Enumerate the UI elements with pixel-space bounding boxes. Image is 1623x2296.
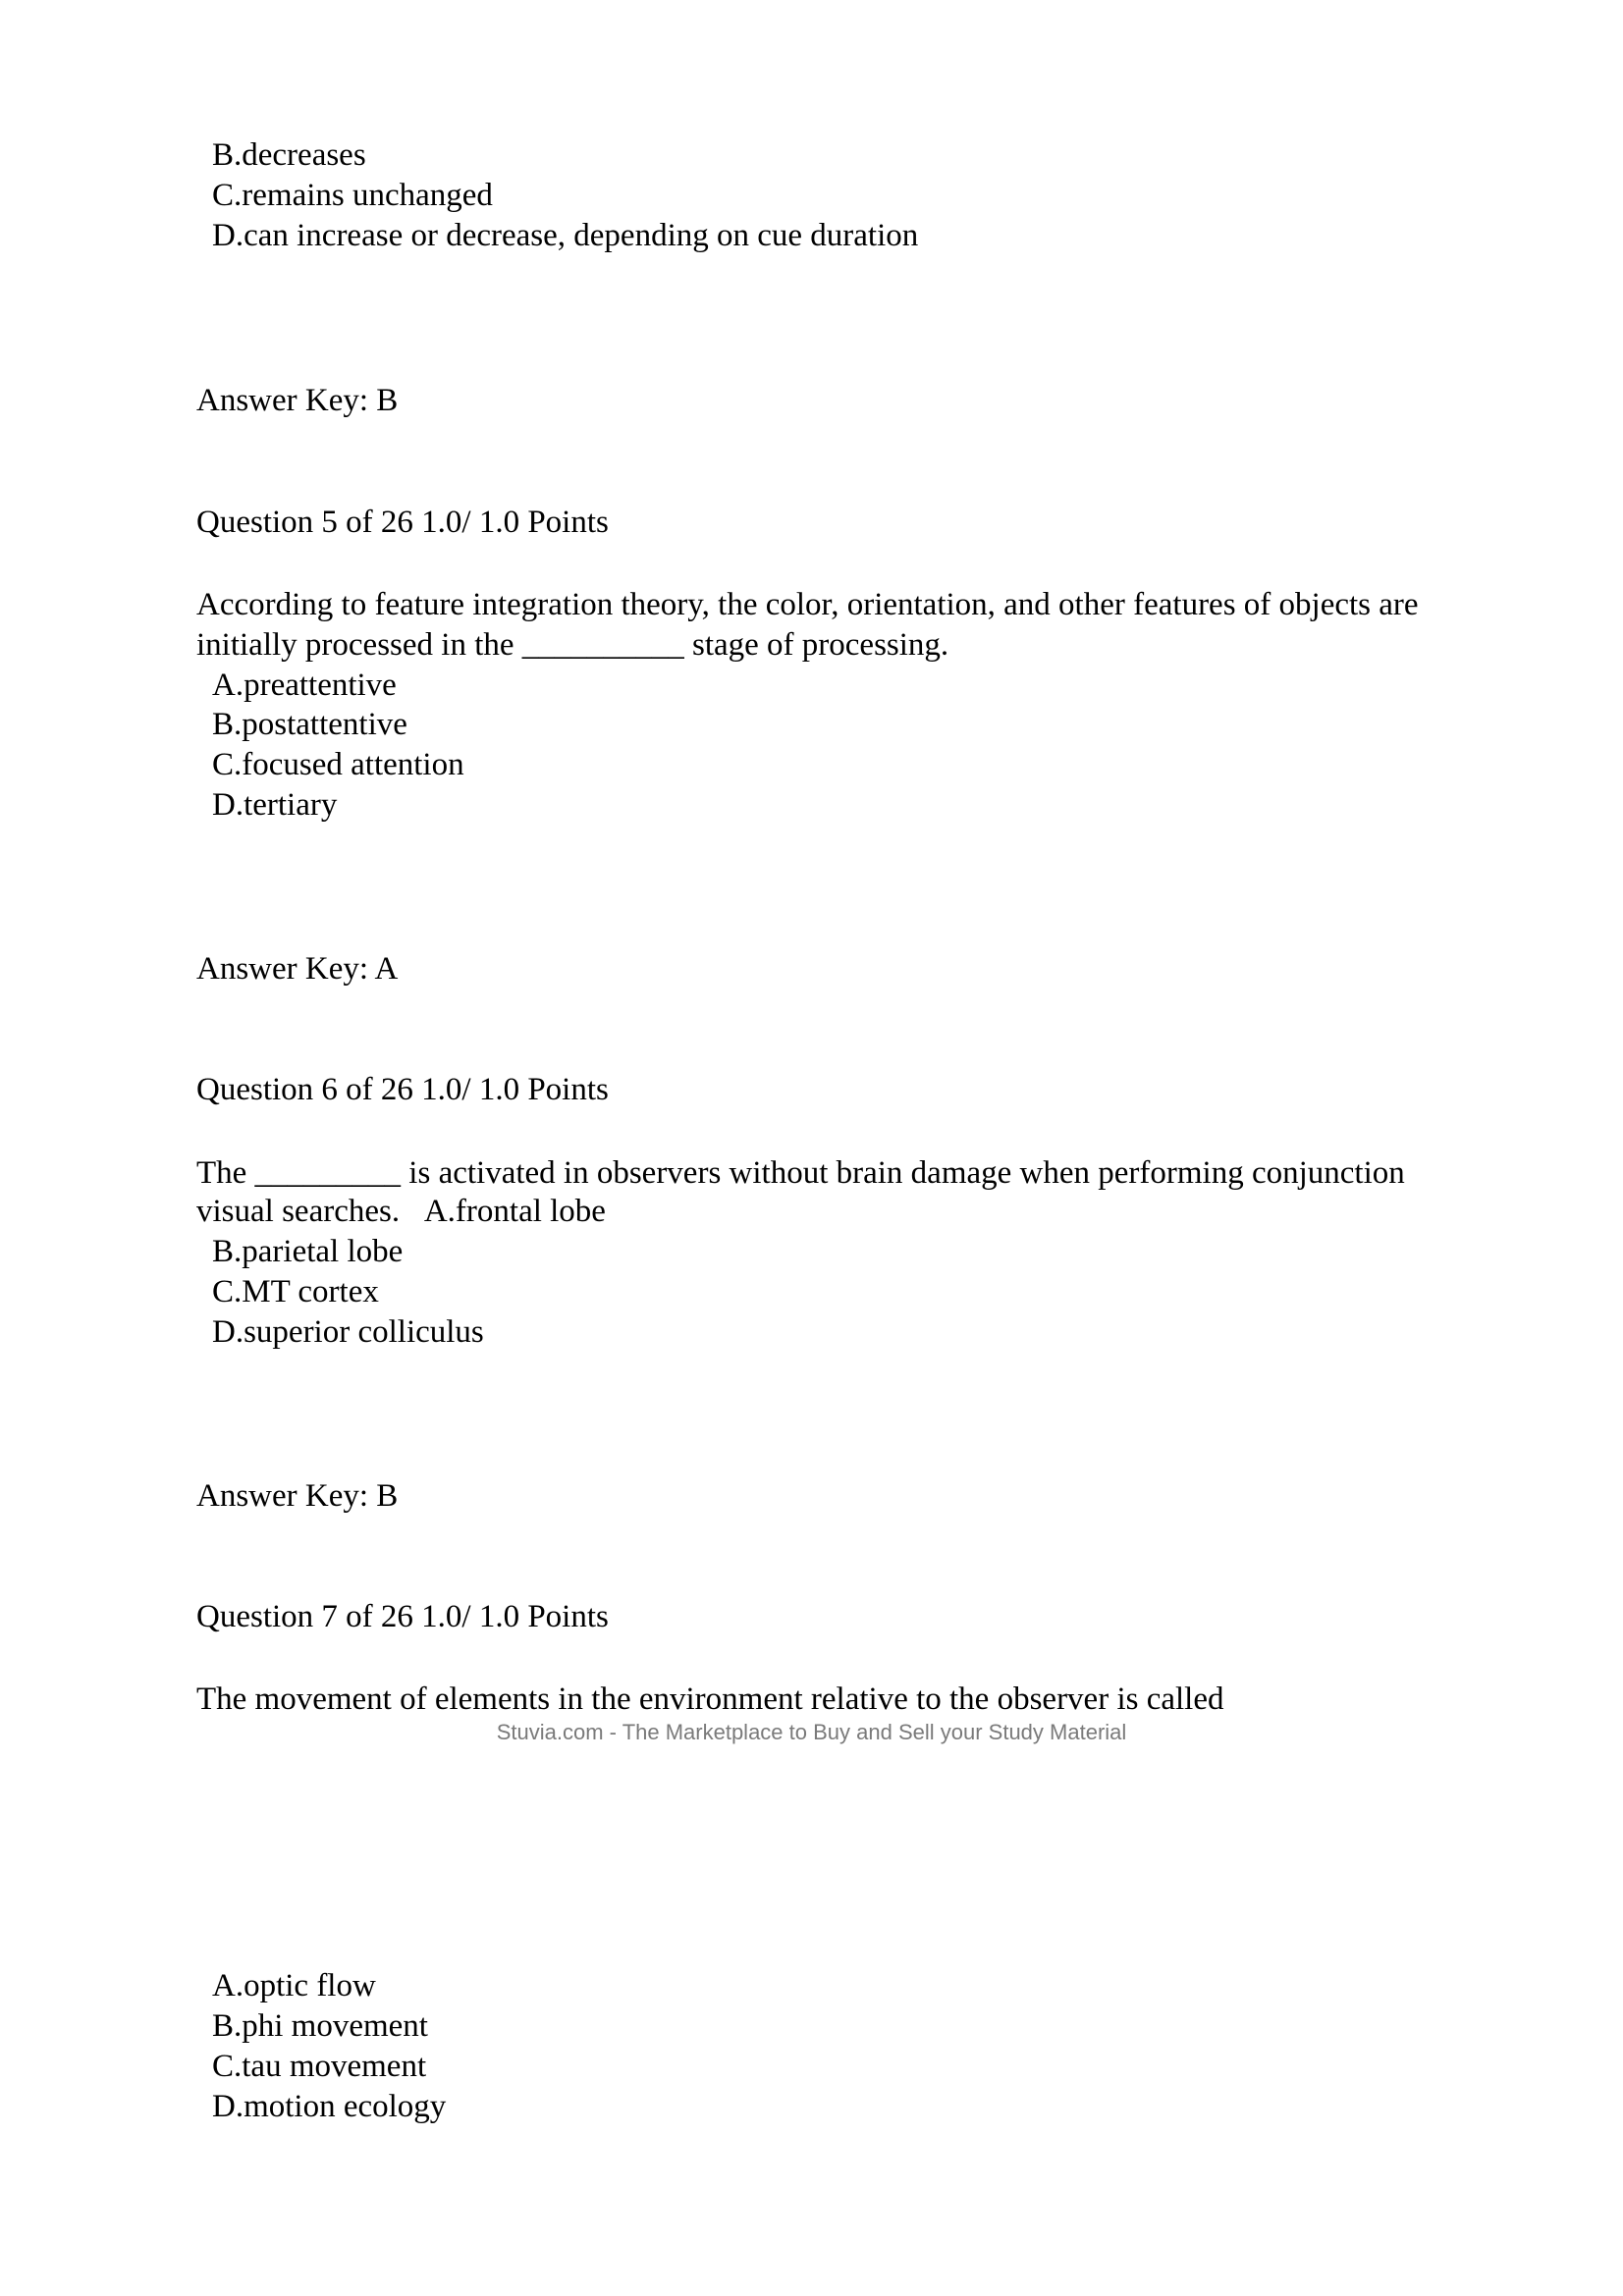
q6-text-line1: The _________ is activated in observers without brain damage when performing conjunction	[196, 1155, 1405, 1191]
q6-header: Question 6 of 26 1.0/ 1.0 Points	[196, 1072, 609, 1107]
q6-answer-key: Answer Key: B	[196, 1478, 399, 1514]
q4-option-b: B.decreases	[212, 137, 366, 173]
q7-text-line1: The movement of elements in the environment relative to the observer is called	[196, 1682, 1224, 1717]
q5-text-line2: initially processed in the __________ stage of processing.	[196, 627, 949, 663]
q7-option-a: A.optic flow	[212, 1968, 376, 2003]
q7-option-b: B.phi movement	[212, 2008, 428, 2044]
q4-option-c: C.remains unchanged	[212, 178, 493, 213]
q5-option-b: B.postattentive	[212, 707, 407, 742]
q7-option-c: C.tau movement	[212, 2049, 427, 2084]
q6-option-b: B.parietal lobe	[212, 1234, 404, 1269]
q5-option-c: C.focused attention	[212, 747, 464, 782]
q4-option-d: D.can increase or decrease, depending on cue duration	[212, 218, 919, 253]
q5-option-a: A.preattentive	[212, 667, 397, 703]
q5-header: Question 5 of 26 1.0/ 1.0 Points	[196, 505, 609, 540]
page-footer: Stuvia.com - The Marketplace to Buy and Sell your Study Material	[496, 1720, 1127, 1744]
q6-option-c: C.MT cortex	[212, 1274, 379, 1309]
q5-text-line1: According to feature integration theory, the color, orientation, and other features of objects are	[196, 587, 1419, 622]
q7-option-d: D.motion ecology	[212, 2089, 447, 2124]
q5-answer-key: Answer Key: A	[196, 951, 399, 987]
q5-option-d: D.tertiary	[212, 787, 338, 823]
q6-text-line2: visual searches. A.frontal lobe	[196, 1194, 606, 1229]
q4-answer-key: Answer Key: B	[196, 383, 399, 418]
q7-header: Question 7 of 26 1.0/ 1.0 Points	[196, 1599, 609, 1634]
q6-option-d: D.superior colliculus	[212, 1314, 484, 1350]
